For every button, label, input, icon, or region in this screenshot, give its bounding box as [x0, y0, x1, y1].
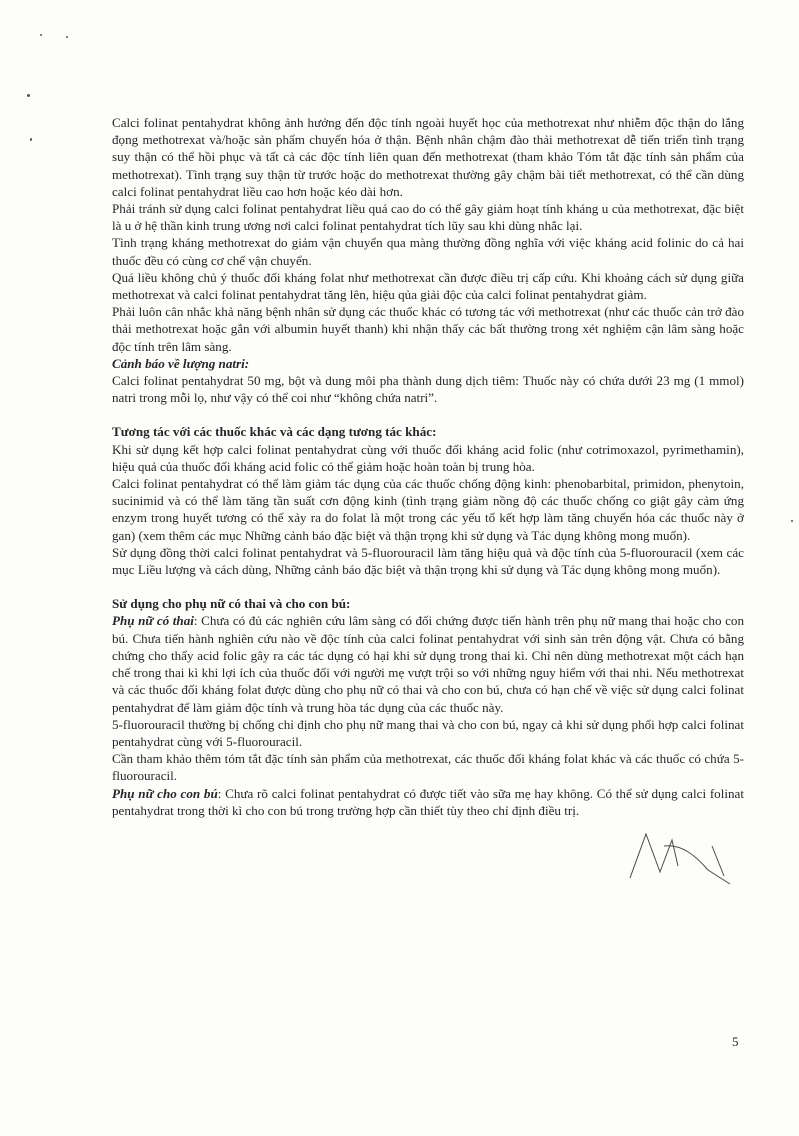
sodium-warning-heading: Cảnh báo về lượng natri: — [112, 355, 250, 371]
pregnancy-text: : Chưa có đủ các nghiên cứu lâm sàng có đối chứng được tiến hành trên phụ nữ mang thai hoặc cho con bú. Chưa tiến hành nghiên cứu nào về độc tính của calci folinat pentahydrat với sinh sản trên động vật. Chưa có bằng chứng cho thấy acid folic gây ra các tác dụng có hại khi sử dụng trong thai kì. Chỉ nên dùng methotrexat một cách hạn chế trong thai kì khi lợi ích của thuốc đối với người mẹ vượt trội so với những nguy hiểm với thai nhi. Nếu methotrexat và các thuốc đối kháng folat được dùng cho phụ nữ có thai và cho con bú, chưa có hạn chế về việc sử dụng calci folinat pentahydrat để làm giảm độc tính và trung hòa tác dụng của các thuốc này. — [112, 613, 744, 715]
signature-mark — [612, 826, 742, 888]
pregnancy-lactation-heading: Sử dụng cho phụ nữ có thai và cho con bú: — [112, 596, 351, 612]
paragraph: Phải tránh sử dụng calci folinat pentahydrat liều quá cao do có thể gây giảm hoạt tính kháng u của methotrexat, đặc biệt là u ở hệ thần kinh trung ương nơi calci folinat pentahydrat tích lũy sau khi dùng nhắc lại. — [112, 201, 744, 234]
page-number: 5 — [732, 1034, 739, 1049]
paragraph: Tình trạng kháng methotrexat do giảm vận chuyển qua màng thường đồng nghĩa với việc kháng acid folinic do cả hai thuốc đều có cùng cơ chế vận chuyển. — [112, 235, 744, 268]
paragraph: Sử dụng đồng thời calci folinat pentahydrat và 5-fluorouracil làm tăng hiệu quả và độc tính của 5-fluorouracil (xem các mục Liều lượng và cách dùng, Những cảnh báo đặc biệt và thận trọng khi sử dụng và Tác dụng không mong muốn). — [112, 544, 744, 578]
lactation-lead: Phụ nữ cho con bú — [112, 785, 218, 801]
paragraph: Calci folinat pentahydrat có thể làm giảm tác dụng của các thuốc chống động kinh: phenobarbital, primidon, phenytoin, sucinimid và có thể làm tăng tần suất cơn động kinh (tình trạng giảm nồng độ các thuốc chống co giật gây cảm ứng enzym trong huyết tương có thể xảy ra do folat là một trong các yếu tố kết hợp làm tăng chuyển hóa các thuốc này ở gan) (xem thêm các mục Những cảnh báo đặc biệt và thận trọng khi sử dụng và Tác dụng không mong muốn). — [112, 476, 744, 543]
lactation-paragraph — [112, 785, 744, 819]
pregnancy-lead: Phụ nữ có thai — [112, 613, 194, 629]
scan-speck — [27, 94, 30, 97]
paragraph: 5-fluorouracil thường bị chống chỉ định cho phụ nữ mang thai và cho con bú, ngay cả khi sử dụng phối hợp calci folinat pentahydrat cùng với 5-fluorouracil. — [112, 716, 744, 749]
scan-speck — [40, 34, 42, 36]
paragraph: Khi sử dụng kết hợp calci folinat pentahydrat cùng với thuốc đối kháng acid folic (như cotrimoxazol, pyrimethamin), hiệu quả của thuốc đối kháng acid folic có thể giảm hoặc hoàn toàn bị trung hòa. — [112, 441, 744, 474]
pregnancy-paragraph — [112, 612, 744, 715]
paragraph: Quá liều không chủ ý thuốc đối kháng folat như methotrexat cần được điều trị cấp cứu. Khi khoảng cách sử dụng giữa methotrexat và calci folinat pentahydrat tăng lên, hiệu qủa giải độc của calci folinat pentahydrat giảm. — [112, 269, 744, 303]
sodium-warning-text: Calci folinat pentahydrat 50 mg, bột và dung môi pha thành dung dịch tiêm: Thuốc này có chứa dưới 23 mg (1 mmol) natri trong mỗi lọ, như vậy có thể coi như “không chứa natri”. — [112, 373, 744, 406]
paragraph: Cần tham khảo thêm tóm tắt đặc tính sản phẩm của methotrexat, các thuốc đối kháng folat khác và các thuốc có chứa 5-fluorouracil. — [112, 751, 744, 784]
paragraph: Calci folinat pentahydrat không ảnh hưởng đến độc tính ngoài huyết học của methotrexat như nhiễm độc thận do lắng đọng methotrexat và/hoặc sản phẩm chuyển hóa ở thận. Bệnh nhân chậm đào thải methotrexat dễ tiến triển tình trạng suy thận có thể hồi phục và tất cả các độc tính liên quan đến methotrexat (tham khảo Tóm tắt đặc tính sản phẩm của methotrexat). Tình trạng suy thận từ trước hoặc do methotrexat thường gây chậm bài tiết methotrexat, có thể cần dùng calci folinat pentahydrat liều cao hơn hoặc kéo dài hơn. — [112, 115, 744, 199]
document-body — [112, 114, 744, 819]
lactation-text: : Chưa rõ calci folinat pentahydrat có được tiết vào sữa mẹ hay không. Có thể sử dụng calci folinat pentahydrat trong thời kì cho con bú trong trường hợp cần thiết tùy theo chỉ định điều trị. — [112, 785, 744, 818]
paragraph: Phải luôn cân nhắc khả năng bệnh nhân sử dụng các thuốc khác có tương tác với methotrexat (như các thuốc cản trở đào thải methotrexat hoặc gắn với albumin huyết thanh) khi nhận thấy các bất thường trong xét nghiệm cận lâm sàng hoặc độc tính trên lâm sàng. — [112, 304, 744, 354]
scan-speck — [30, 138, 32, 141]
scan-speck — [66, 36, 68, 38]
interactions-heading: Tương tác với các thuốc khác và các dạng tương tác khác: — [112, 424, 437, 440]
scan-speck — [791, 520, 793, 522]
